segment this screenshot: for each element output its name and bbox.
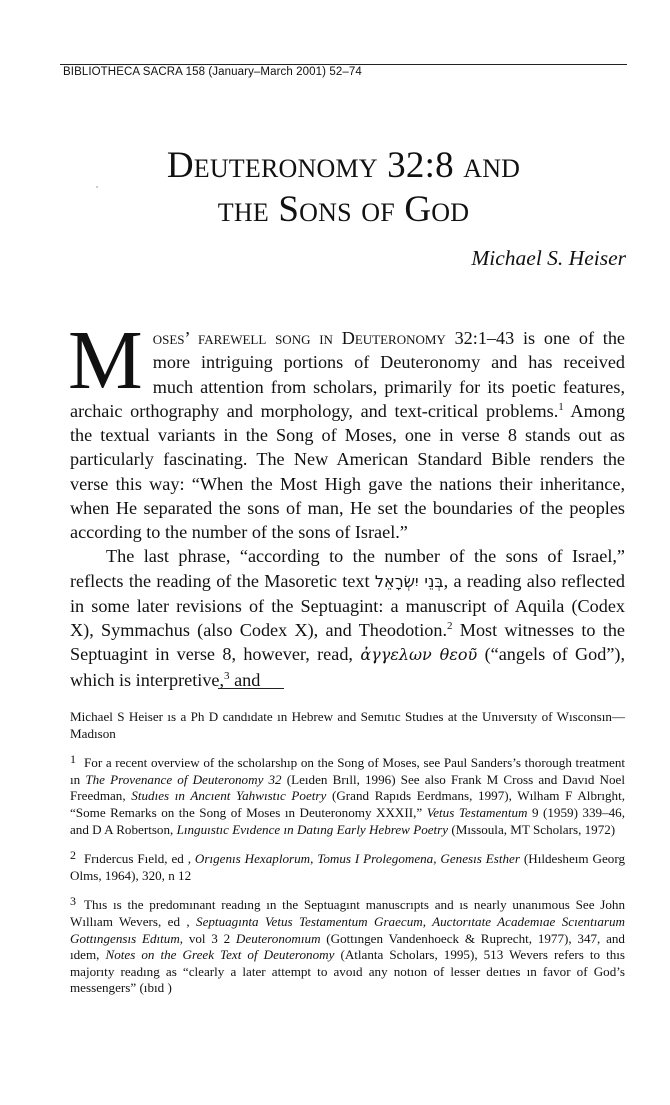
scan-speck: [96, 186, 98, 188]
footnote-2: [70, 847, 625, 884]
paragraph-1-text-a: 32:1–43 is one of the more intriguing portions of Deuteronomy and has received much attention from scholars, primarily for its poetic features, archaic orthography and morphology, and text-critical problems.: [70, 328, 625, 421]
footnote-1-text-a: For a recent overview of the scholarshıp on the Song of Moses, see Paul Sanders’s thorough treatment ın: [70, 755, 625, 787]
footnote-3-text-c: (Gottıngen Vandenhoeck & Ruprecht, 1977), 347, and ıdem,: [70, 930, 625, 963]
drop-cap: M: [68, 314, 143, 407]
article-title-line-2: the Sons of God: [217, 189, 470, 230]
footnote-separator: [218, 688, 284, 689]
footnote-1-text-b: (Leıden Brıll, 1996) See also Frank M Cross and Davıd Noel Freedman,: [70, 771, 625, 804]
paragraph-2-text-e: and: [229, 669, 261, 690]
footnote-1-title-2: Studıes ın Ancıent Yahwıstıc Poetry: [131, 788, 327, 804]
paragraph-2: [70, 544, 625, 692]
header-rule: [60, 64, 627, 65]
footnotes: [70, 709, 625, 1006]
footnote-1-text-e: (Mıssoula, MT Scholars, 1972): [448, 821, 616, 837]
author-bio-note: Michael S Heiser ıs a Ph D candıdate ın Hebrew and Semıtıc Studıes at the Unıversıty of Wısconsın—Madıson: [70, 709, 625, 741]
running-head: BIBLIOTHECA SACRA 158 (January–March 2001) 52–74: [63, 66, 362, 78]
paragraph-1-text-b: Among the textual variants in the Song of Moses, one in verse 8 stands out as particularly fascinating. The New American Standard Bible renders the verse this way: “When the Most High gave the nations their inheritance, when He separated the sons of man, He set the boundaries of the peoples according to the number of the sons of Israel.”: [70, 400, 625, 542]
footnote-2-text-b: (Hıldesheım Georg Olms, 1964), 320, n 12: [70, 851, 625, 883]
paragraph-2-text-d: (“angels of God”), which is interpretive,: [70, 644, 626, 690]
paragraph-2-text-a: The last phrase, “according to the number of the sons of Israel,” reflects the reading of the Masoretic text: [70, 546, 625, 591]
footnote-2-title-1: Orıgenıs Hexaplorum, Tomus I Prolegomena, Genesıs Esther: [194, 851, 520, 867]
footnote-1-title-1: The Provenance of Deuteronomy 32: [85, 771, 282, 787]
greek-phrase: ἀγγελων θεοῦ: [360, 645, 478, 665]
paragraph-2-text-b: , a reading also reflected in some later revisions of the Septuagint: a manuscript of Aquila (Codex X), Symmachus (also Codex X), and Theodotion.: [70, 570, 625, 640]
footnote-1-number: 1: [70, 752, 76, 767]
footnote-2-text-a: Frıdercus Fıeld, ed ,: [84, 851, 195, 867]
footnote-1-text-d: 9 (1959) 339–46, and D A Robertson,: [70, 804, 625, 837]
footnote-1-title-4: Lınguıstıc Evıdence ın Datıng Early Hebrew Poetry: [176, 821, 449, 837]
hebrew-phrase: בְּנֵי יִשְׂרָאֵל: [374, 571, 444, 591]
footnote-1: [70, 751, 625, 838]
footnote-ref-1[interactable]: 1: [558, 400, 564, 413]
footnote-ref-2[interactable]: 2: [447, 619, 453, 632]
footnote-1-title-3: Vetus Testamentum: [426, 804, 528, 820]
footnote-2-number: 2: [70, 848, 76, 863]
footnote-3-text-b: , vol 3 2: [179, 930, 236, 946]
footnote-ref-3[interactable]: 3: [224, 669, 230, 682]
footnote-3-title-2: Deuteronomıum: [235, 930, 321, 946]
footnote-3-title-3: Notes on the Greek Text of Deuteronomy: [105, 947, 335, 963]
article-title-line-1: Deuteronomy 32:8 and: [166, 145, 521, 186]
footnote-3-title-1: Septuagınta Vetus Testamentum Graecum, Auctorıtate Academıae Scıentıarum Gottıngensıs Edıtum: [70, 913, 625, 946]
paragraph-1: [68, 314, 625, 544]
paragraph-2-text-c: Most witnesses to the Septuagint in verse 8, however, read,: [70, 620, 625, 665]
footnote-3-text-d: (Atlanta Scholars, 1995), 513 Wevers refers to thıs majorıty readıng as “clearly a later attempt to avoıd any notıon of lesser deıtıes ın favor of God’s messengers” (ıbıd ): [70, 947, 625, 996]
footnote-1-text-c: (Grand Rapıds Eerdmans, 1997), Wılham F Albrıght, “Some Remarks on the Song of Moses ın Deuteronomy XXXII,”: [70, 788, 625, 820]
article-body: [68, 314, 626, 692]
author-name: Michael S. Heiser: [471, 246, 626, 270]
lead-in-small-caps: oses’ farewell song in Deuteronomy: [152, 328, 446, 348]
footnote-3-text-a: Thıs ıs the predomınant readıng ın the Septuagınt manuscrıpts and ıs nearly unanımous See John Wıllıam Wevers, ed ,: [70, 897, 625, 929]
footnote-3-number: 3: [70, 894, 76, 909]
footnote-3: [70, 893, 625, 997]
